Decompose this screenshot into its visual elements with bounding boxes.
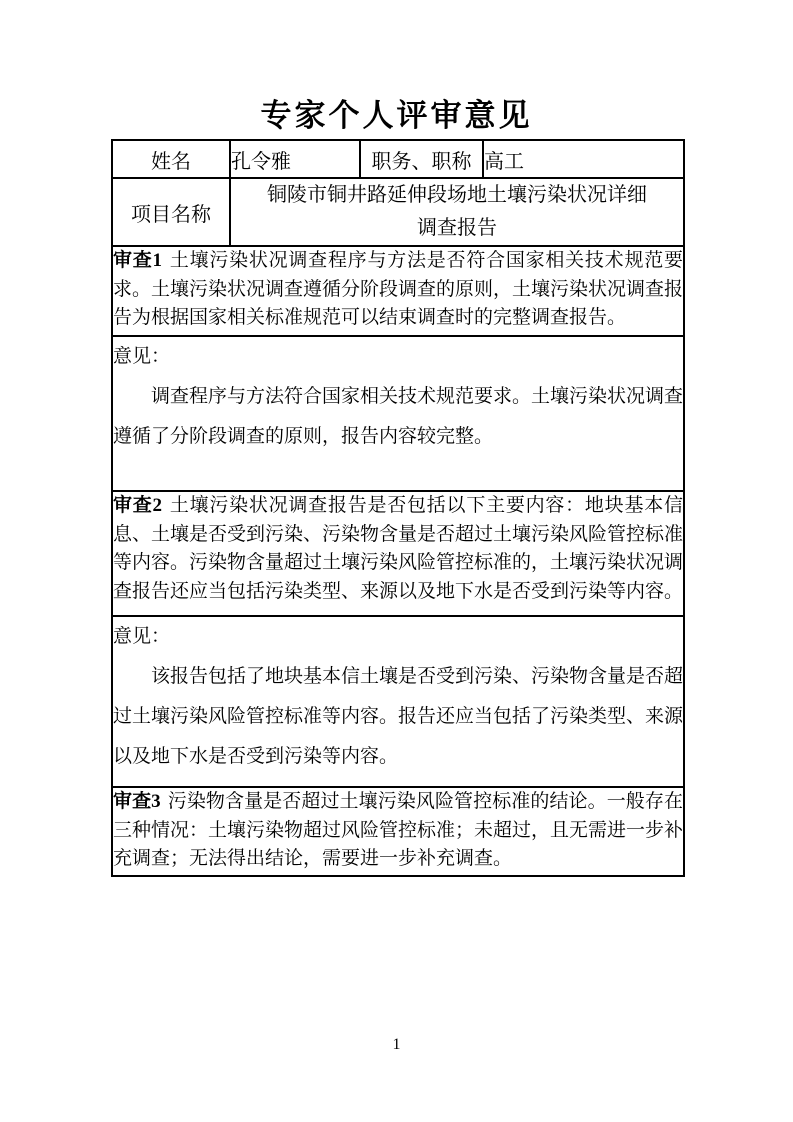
position-label-cell: 职务、职称 <box>360 140 483 178</box>
page-number: 1 <box>392 1036 401 1053</box>
review-3-cell <box>112 787 684 876</box>
opinion-1-row <box>112 336 684 491</box>
review-2-line: 查报告还应当包括污染类型、来源以及地下水是否受到污染等内容。 <box>113 580 684 602</box>
review-3-label: 审查3 <box>113 791 161 812</box>
page-title: 专家个人评审意见 <box>260 98 533 133</box>
review-2-row <box>112 491 684 616</box>
position-value-cell: 高工 <box>483 140 684 178</box>
opinion-2-line: 过土壤污染风险管控标准等内容。报告还应当包括了污染类型、来源 <box>113 706 684 727</box>
review-2-cell <box>112 491 684 616</box>
review-1-line <box>113 247 683 276</box>
review-2-line <box>113 492 683 521</box>
review-3-text: 污染物含量是否超过土壤污染风险管控标准的结论。一般存在 <box>167 791 683 812</box>
review-2-line: 息、土壤是否受到污染、污染物含量是否超过土壤污染风险管控标准 <box>113 523 684 545</box>
project-name-line1: 铜陵市铜井路延伸段场地土壤污染状况详细 <box>267 184 647 206</box>
review-1-text: 土壤污染状况调查程序与方法是否符合国家相关技术规范要 <box>169 250 683 271</box>
opinion-2-line: 该报告包括了地块基本信土壤是否受到污染、污染物含量是否超 <box>151 666 684 687</box>
opinion-1-cell <box>112 336 684 491</box>
review-1-line: 求。土壤污染状况调查遵循分阶段调查的原则，土壤污染状况调查报 <box>113 278 684 300</box>
review-2-label: 审查2 <box>113 495 163 516</box>
review-1-cell <box>112 246 684 336</box>
opinion-2-row <box>112 616 684 787</box>
opinion-2-cell <box>112 616 684 787</box>
project-row <box>112 178 684 246</box>
review-form-table <box>111 139 685 877</box>
opinion-2-line: 以及地下水是否受到污染等内容。 <box>113 746 399 767</box>
project-label-cell: 项目名称 <box>112 178 230 246</box>
opinion-1-line: 调查程序与方法符合国家相关技术规范要求。土壤污染状况调查 <box>151 386 684 407</box>
review-1-line: 告为根据国家相关标准规范可以结束调查时的完整调查报告。 <box>113 307 627 328</box>
review-3-line: 充调查；无法得出结论，需要进一步补充调查。 <box>113 848 513 869</box>
review-2-text: 土壤污染状况调查报告是否包括以下主要内容：地块基本信 <box>169 495 683 516</box>
name-row <box>112 140 684 178</box>
review-2-line: 等内容。污染物含量超过土壤污染风险管控标准的，土壤污染状况调 <box>113 552 684 573</box>
review-1-row <box>112 246 684 336</box>
name-value-cell: 孔令雅 <box>230 140 360 178</box>
opinion-1-line: 遵循了分阶段调查的原则，报告内容较完整。 <box>113 426 494 447</box>
review-3-line <box>113 788 683 817</box>
opinion-1-heading: 意见： <box>113 346 171 367</box>
name-label-cell: 姓名 <box>112 140 230 178</box>
review-1-label: 审查1 <box>113 250 163 271</box>
project-name-cell <box>230 178 684 246</box>
review-3-line: 三种情况：土壤污染物超过风险管控标准；未超过，且无需进一步补 <box>113 819 684 841</box>
project-name-line2: 调查报告 <box>417 217 497 239</box>
review-3-row <box>112 787 684 876</box>
opinion-2-heading: 意见： <box>113 626 171 647</box>
